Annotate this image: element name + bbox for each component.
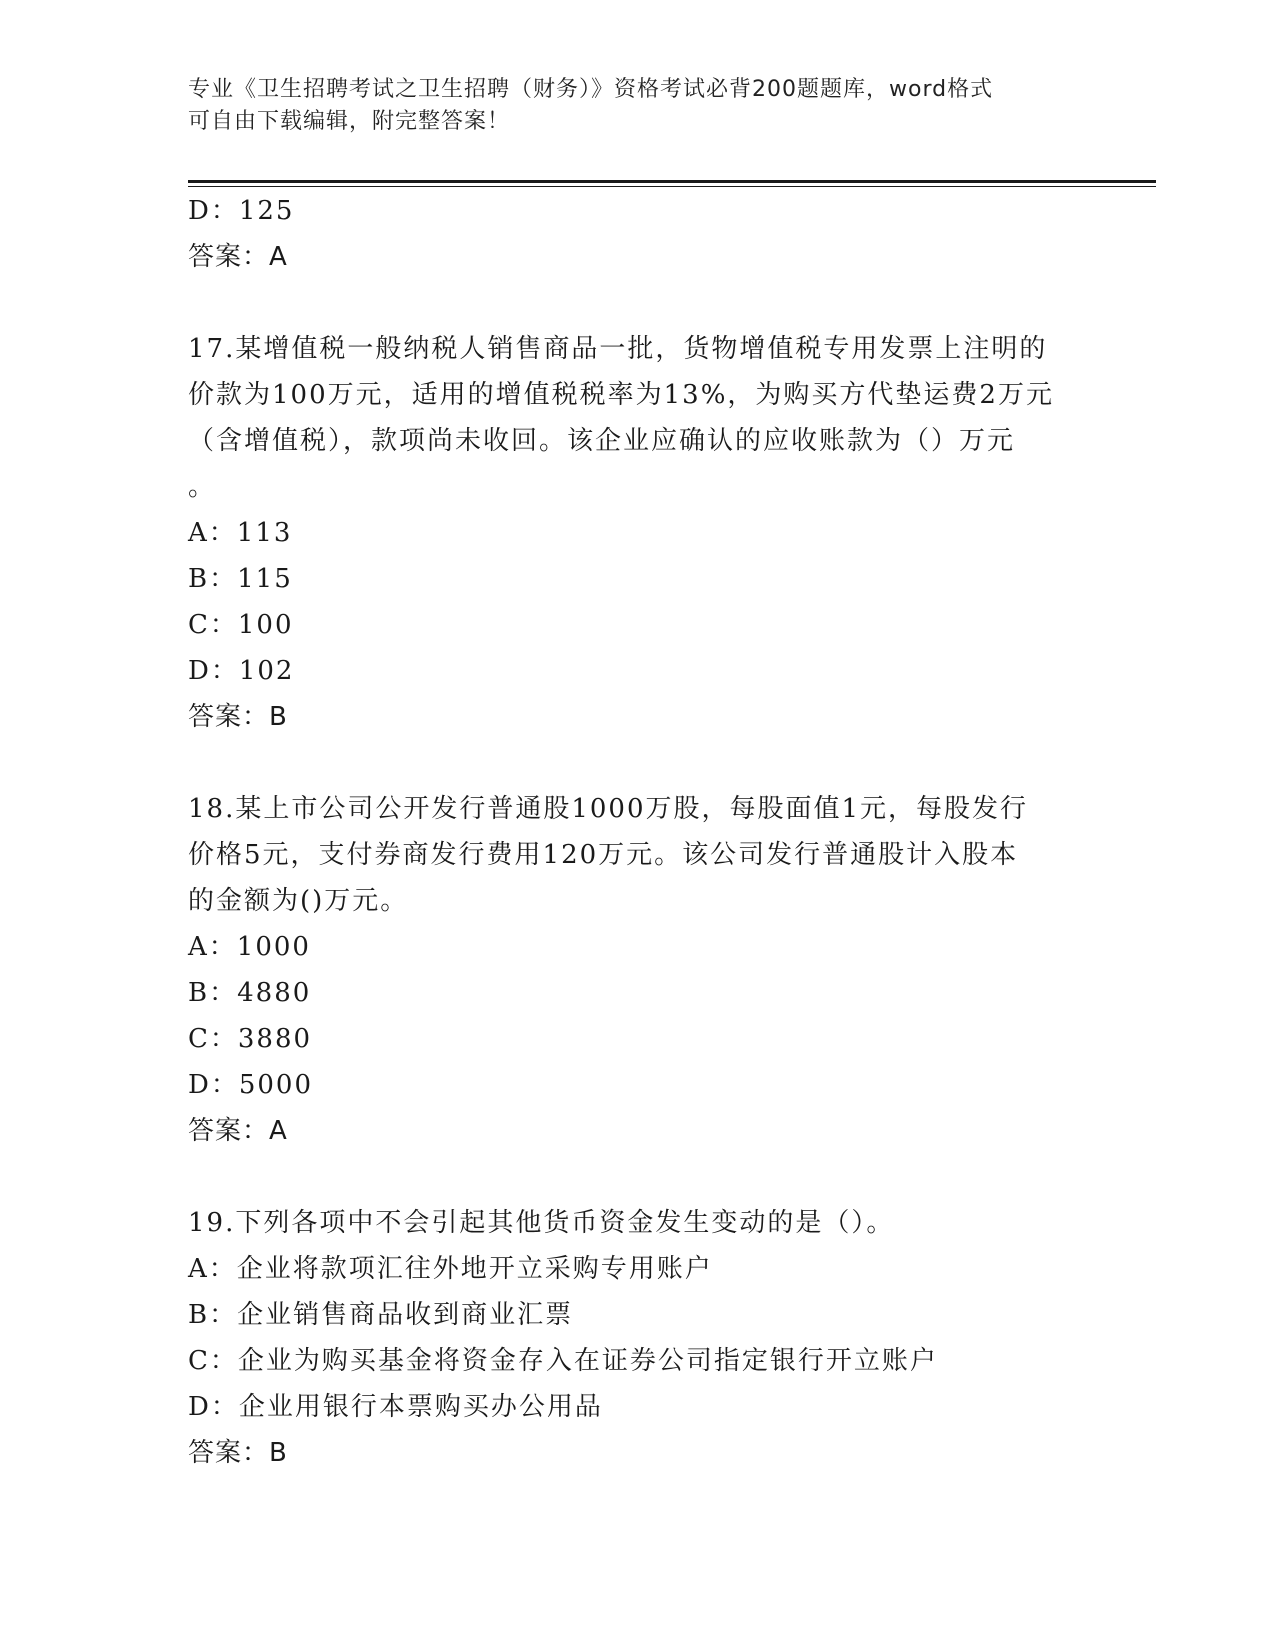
question-19 [188,1200,1088,1246]
question-19-answer: 答案：B [188,1438,288,1468]
header-rule-thin [188,186,1156,187]
question-19-option-d: D：企业用银行本票购买办公用品 [188,1392,603,1422]
question-18-option-c: C：3880 [188,1024,313,1054]
question-17-option-b: B：115 [188,564,293,594]
question-18-option-b: B：4880 [188,978,312,1008]
question-18 [188,786,1088,924]
question-19-option-a: A：企业将款项汇往外地开立采购专用账户 [188,1254,713,1284]
question-18-line: 18.某上市公司公开发行普通股1000万股，每股面值1元，每股发行 [188,794,1029,824]
question-18-option-d: D：5000 [188,1070,314,1100]
question-17-option-c: C：100 [188,610,294,640]
spacer [188,740,1088,786]
document-body [188,188,1088,1476]
header-rule-thick [188,180,1156,183]
question-17-line: 17.某增值税一般纳税人销售商品一批，货物增值税专用发票上注明的 [188,334,1048,364]
header-line-2: 可自由下载编辑，附完整答案！ [188,109,511,134]
question-18-line: 价格5元，支付券商发行费用120万元。该公司发行普通股计入股本 [188,840,1019,870]
question-19-option-b: B：企业销售商品收到商业汇票 [188,1300,574,1330]
question-17-line: 。 [188,472,217,502]
question-17-line: 价款为100万元，适用的增值税税率为13%，为购买方代垫运费2万元 [188,380,1054,410]
header-line-1: 专业《卫生招聘考试之卫生招聘（财务）》资格考试必背200题题库，word格式 [188,77,994,102]
question-17-line: （含增值税），款项尚未收回。该企业应确认的应收账款为（）万元 [188,426,1016,456]
question-17-option-a: A：113 [188,518,293,548]
question-19-line: 19.下列各项中不会引起其他货币资金发生变动的是（）。 [188,1208,895,1238]
prev-answer: 答案：A [188,242,288,272]
document-header [188,74,1088,138]
question-17 [188,326,1088,510]
prev-option-d: D：125 [188,196,295,226]
question-17-answer: 答案：B [188,702,288,732]
spacer [188,280,1088,326]
question-19-option-c: C：企业为购买基金将资金存入在证券公司指定银行开立账户 [188,1346,938,1376]
question-17-option-d: D：102 [188,656,295,686]
spacer [188,1154,1088,1200]
question-18-option-a: A：1000 [188,932,311,962]
question-18-line: 的金额为()万元。 [188,886,409,916]
question-18-answer: 答案：A [188,1116,288,1146]
